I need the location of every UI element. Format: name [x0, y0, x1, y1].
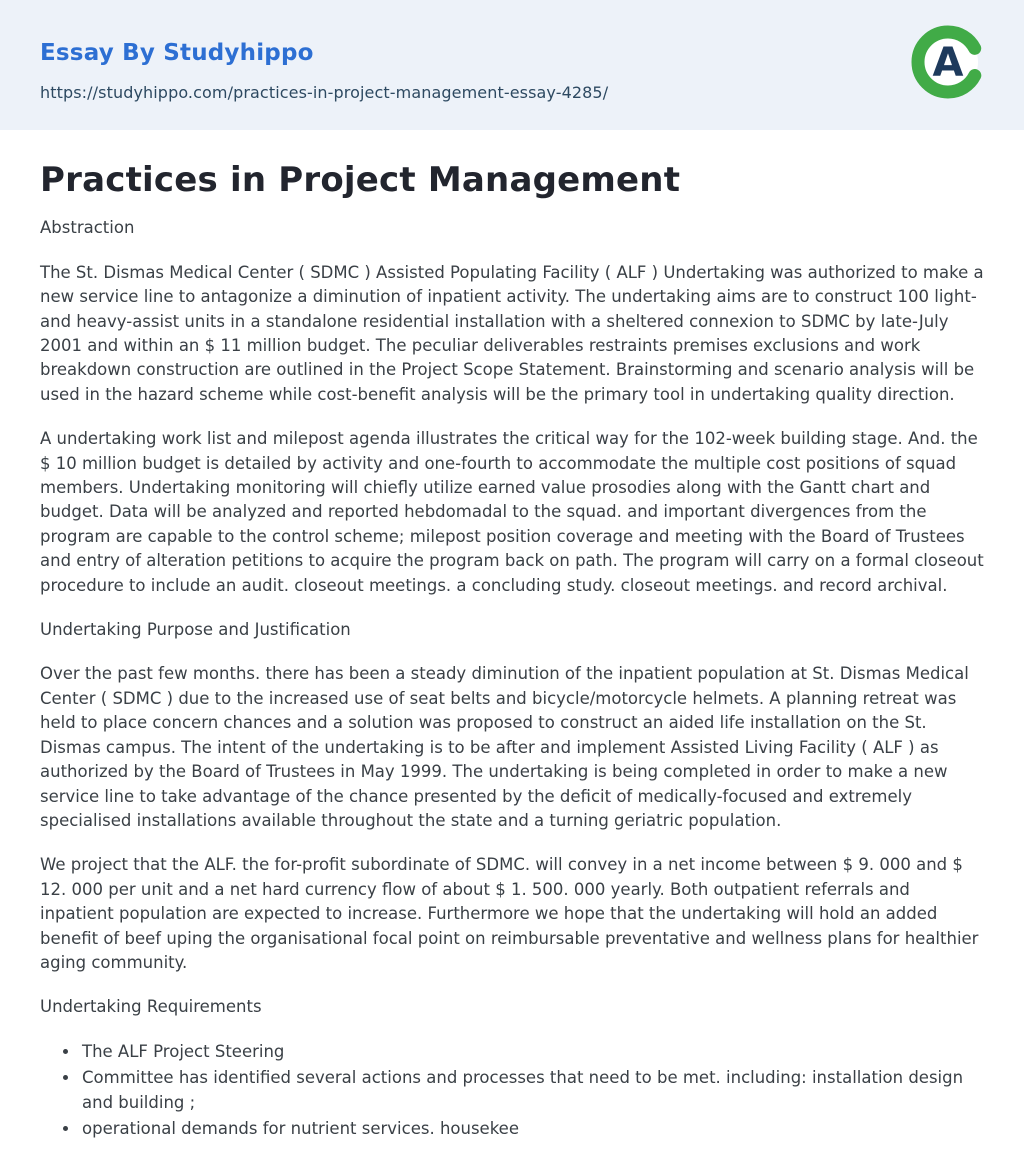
- studyhippo-logo-icon: [910, 24, 986, 100]
- paragraph-purpose-1: Over the past few months. there has been a steady diminution of the inpatient population at St. Dismas Medical Center ( SDMC ) due to the increased use of seat belts and bicycle/motorcycle helmets. A planning retreat was held to place concern chances and a solution was proposed to construct an aided life installation on the St. Dismas campus. The intent of the undertaking is to be after and implement Assisted Living Facility ( ALF ) as authorized by the Board of Trustees in May 1999. The undertaking is being completed in order to make a new service line to take advantage of the chance presented by the deficit of medically-focused and extremely specialised installations available throughout the state and a turning geriatric population.: [40, 664, 969, 830]
- page-header: [0, 0, 1024, 130]
- list-item: • operational demands for nutrient services. housekee: [80, 1117, 984, 1141]
- paragraph-abstract-1: The St. Dismas Medical Center ( SDMC ) Assisted Populating Facility ( ALF ) Undertaking was authorized to make a new service line to antagonize a diminution of inpatient activity. The undertaking aims are to construct 100 light- and heavy-assist units in a standalone residential installation with a sheltered connexion to SDMC by late-July 2001 and within an $ 11 million budget. The peculiar deliverables restraints premises exclusions and work breakdown construction are outlined in the Project Scope Statement. Brainstorming and scenario analysis will be used in the hazard scheme while cost-benefit analysis will be the primary tool in undertaking quality direction.: [40, 262, 984, 404]
- source-url-link[interactable]: https://studyhippo.com/practices-in-project-management-essay-4285/: [40, 82, 609, 102]
- essay-content: [0, 130, 1024, 1142]
- section-heading-purpose: Undertaking Purpose and Justification: [40, 620, 351, 640]
- page-title: Practices in Project Management: [40, 159, 681, 200]
- list-item: • Committee has identified several actions and processes that need to be met. including: installation design and building ;: [80, 1066, 984, 1115]
- essay-byline: Essay By Studyhippo: [40, 40, 314, 66]
- section-heading-abstraction: Abstraction: [40, 218, 135, 238]
- requirements-list: [66, 1040, 984, 1142]
- paragraph-purpose-2: We project that the ALF. the for-profit subordinate of SDMC. will convey in a net income between $ 9. 000 and $ 12. 000 per unit and a net hard currency flow of about $ 1. 500. 000 yearly. Both outpatient referrals and inpatient population are expected to increase. Furthermore we hope that the undertaking will hold an added benefit of beef uping the organisational focal point on reimbursable preventative and wellness plans for healthier aging community.: [40, 855, 979, 972]
- paragraph-abstract-2: A undertaking work list and milepost agenda illustrates the critical way for the 102-week building stage. And. the $ 10 million budget is detailed by activity and one-fourth to accommodate the multiple cost positions of squad members. Undertaking monitoring will chiefly utilize earned value prosodies along with the Gantt chart and budget. Data will be analyzed and reported hebdomadal to the squad. and important divergences from the program are capable to the control scheme; milepost position coverage and meeting with the Board of Trustees and entry of alteration petitions to acquire the program back on path. The program will carry on a formal closeout procedure to include an audit. closeout meetings. a concluding study. closeout meetings. and record archival.: [40, 429, 984, 595]
- list-item: • The ALF Project Steering: [80, 1040, 984, 1064]
- section-heading-requirements: Undertaking Requirements: [40, 997, 262, 1017]
- studyhippo-logo[interactable]: [910, 24, 986, 100]
- logo-letter: A: [932, 40, 964, 86]
